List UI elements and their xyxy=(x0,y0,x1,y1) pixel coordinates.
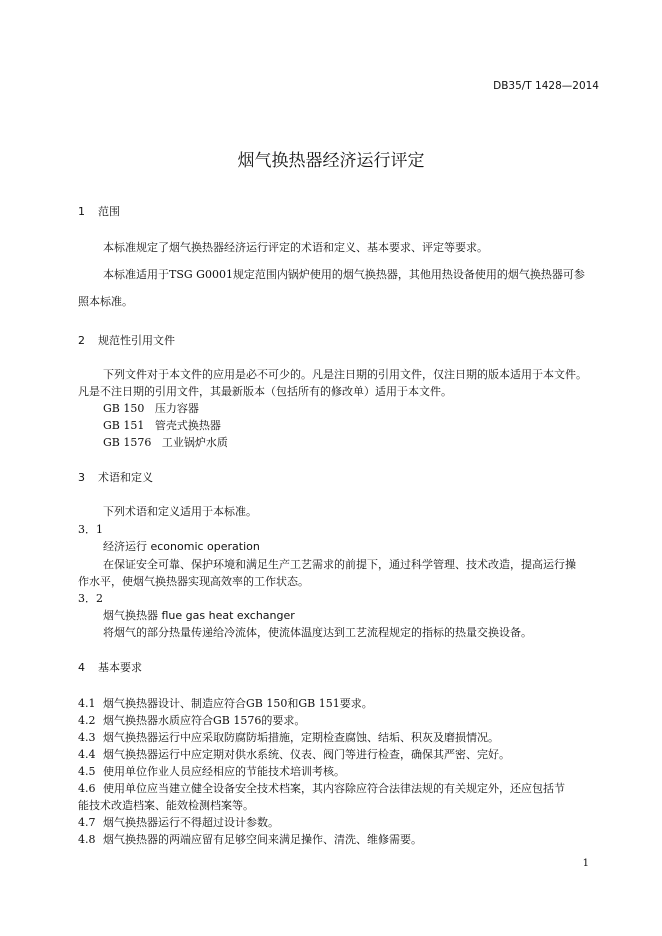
paragraph-continuation: 凡是不注日期的引用文件，其最新版本（包括所有的修改单）适用于本文件。 xyxy=(78,385,452,398)
document-title: 烟气换热器经济运行评定 xyxy=(237,151,425,171)
paragraph: 下列文件对于本文件的应用是必不可少的。凡是注日期的引用文件，仅注日期的版本适用于本文件。 xyxy=(103,368,587,381)
reference-item: GB 150 压力容器 xyxy=(103,402,199,415)
term-title: 经济运行 economic operation xyxy=(103,540,260,553)
clause-number: 4.7 xyxy=(78,816,96,829)
section-number: 3 xyxy=(78,471,85,484)
clause-4-8 xyxy=(78,831,422,847)
clause-4-1 xyxy=(78,695,373,711)
section-heading-2 xyxy=(78,332,175,348)
reference-item: GB 1576 工业锅炉水质 xyxy=(103,436,228,449)
term-number: 3．1 xyxy=(78,523,103,536)
clause-continuation: 能技术改造档案、能效检测档案等。 xyxy=(78,799,254,812)
section-title: 规范性引用文件 xyxy=(98,334,175,347)
section-title: 范围 xyxy=(98,205,120,218)
clause-number: 4.3 xyxy=(78,731,96,744)
clause-number: 4.4 xyxy=(78,748,96,761)
clause-4-4 xyxy=(78,746,510,762)
page-number: 1 xyxy=(582,858,589,869)
term-definition-continuation: 作水平，使烟气换热器实现高效率的工作状态。 xyxy=(78,575,309,588)
clause-text: 烟气换热器运行中应采取防腐防垢措施，定期检查腐蚀、结垢、积灰及磨损情况。 xyxy=(103,731,499,744)
clause-number: 4.6 xyxy=(78,782,96,795)
clause-text: 使用单位作业人员应经相应的节能技术培训考核。 xyxy=(103,765,345,778)
term-definition: 在保证安全可靠、保护环境和满足生产工艺需求的前提下，通过科学管理、技术改造，提高运行操 xyxy=(103,558,576,571)
section-heading-1 xyxy=(78,203,120,219)
section-heading-3 xyxy=(78,469,153,485)
clause-4-5 xyxy=(78,763,345,779)
paragraph: 下列术语和定义适用于本标准。 xyxy=(103,505,257,518)
section-number: 1 xyxy=(78,205,85,218)
section-number: 2 xyxy=(78,334,85,347)
clause-number: 4.8 xyxy=(78,833,96,846)
clause-number: 4.1 xyxy=(78,697,96,710)
term-title: 烟气换热器 flue gas heat exchanger xyxy=(103,609,295,622)
clause-text: 烟气换热器水质应符合GB 1576的要求。 xyxy=(103,714,306,727)
paragraph-continuation: 照本标准。 xyxy=(78,295,133,308)
clause-text: 烟气换热器运行中应定期对供水系统、仪表、阀门等进行检查，确保其严密、完好。 xyxy=(103,748,510,761)
term-definition: 将烟气的部分热量传递给冷流体，使流体温度达到工艺流程规定的指标的热量交换设备。 xyxy=(103,626,532,639)
clause-number: 4.2 xyxy=(78,714,96,727)
section-title: 基本要求 xyxy=(98,661,142,674)
clause-number: 4.5 xyxy=(78,765,96,778)
clause-text: 烟气换热器的两端应留有足够空间来满足操作、清洗、维修需要。 xyxy=(103,833,422,846)
section-heading-4 xyxy=(78,659,142,675)
paragraph: 本标准适用于TSG G0001规定范围内锅炉使用的烟气换热器，其他用热设备使用的烟气换热器可参 xyxy=(103,268,585,281)
section-number: 4 xyxy=(78,661,85,674)
section-title: 术语和定义 xyxy=(98,471,153,484)
clause-4-6 xyxy=(78,780,565,796)
term-number: 3．2 xyxy=(78,592,103,605)
clause-text: 烟气换热器运行不得超过设计参数。 xyxy=(103,816,279,829)
clause-4-3 xyxy=(78,729,499,745)
standard-code: DB35/T 1428—2014 xyxy=(493,80,599,92)
reference-item: GB 151 管壳式换热器 xyxy=(103,419,221,432)
clause-4-2 xyxy=(78,712,305,728)
clause-4-7 xyxy=(78,814,279,830)
clause-text: 使用单位应当建立健全设备安全技术档案，其内容除应符合法律法规的有关规定外，还应包括节 xyxy=(103,782,565,795)
clause-text: 烟气换热器设计、制造应符合GB 150和GB 151要求。 xyxy=(103,697,373,710)
paragraph: 本标准规定了烟气换热器经济运行评定的术语和定义、基本要求、评定等要求。 xyxy=(103,241,488,254)
